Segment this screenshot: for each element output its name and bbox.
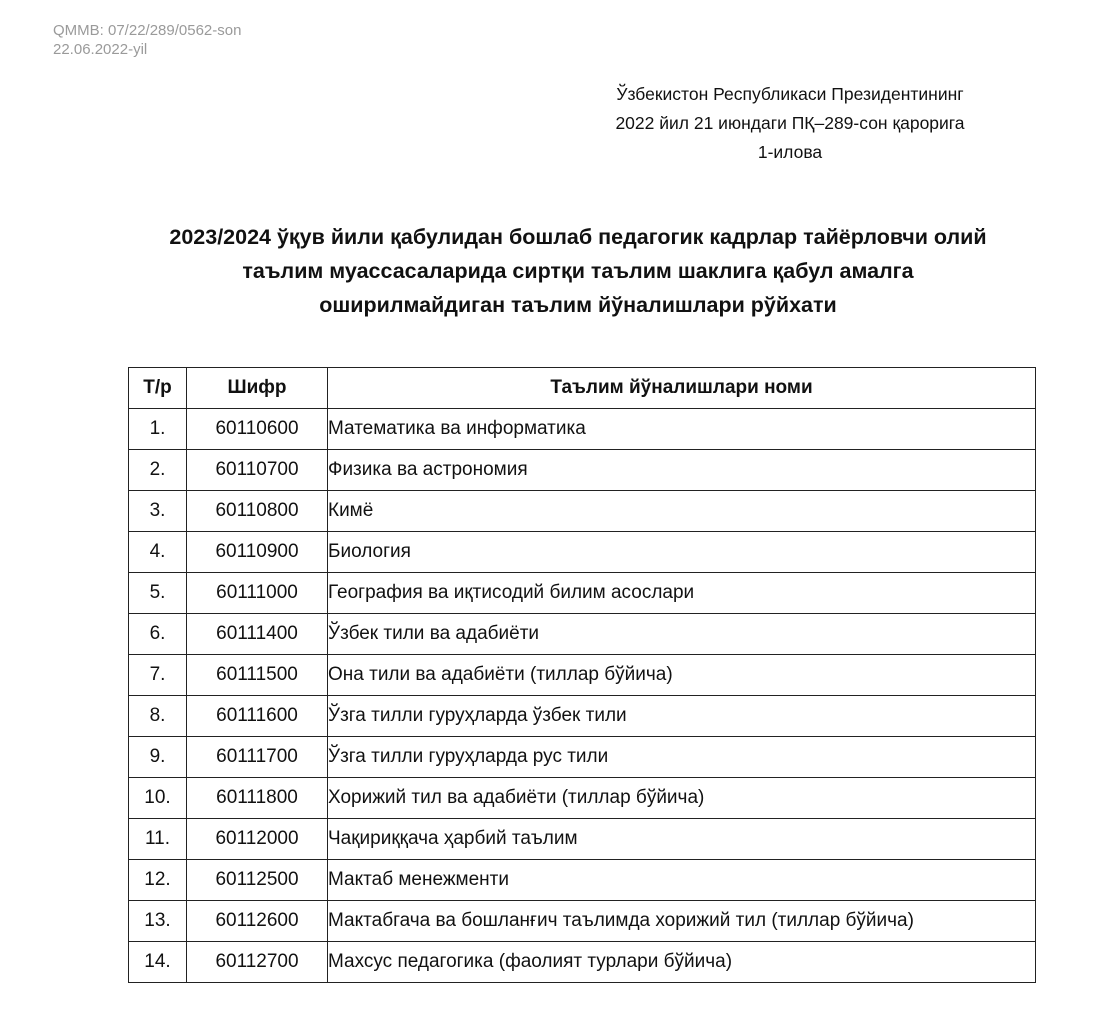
table-row (129, 778, 1036, 819)
table-row (129, 655, 1036, 696)
row-number: 5. (129, 573, 187, 614)
row-code: 60112700 (187, 942, 328, 983)
table-row (129, 737, 1036, 778)
row-number: 6. (129, 614, 187, 655)
row-number: 11. (129, 819, 187, 860)
row-name: Математика ва информатика (328, 409, 1036, 450)
row-number: 2. (129, 450, 187, 491)
row-name: Чақириққача ҳарбий таълим (328, 819, 1036, 860)
registration-date: 22.06.2022-yil (53, 41, 148, 58)
row-code: 60111400 (187, 614, 328, 655)
row-code: 60111500 (187, 655, 328, 696)
table-row (129, 491, 1036, 532)
row-name: Она тили ва адабиёти (тиллар бўйича) (328, 655, 1036, 696)
header-number: Т/р (129, 368, 187, 409)
row-code: 60110700 (187, 450, 328, 491)
annex-line-3: 1-илова (757, 142, 823, 162)
row-name: Кимё (328, 491, 1036, 532)
table-row (129, 450, 1036, 491)
registration-number: QMMB: 07/22/289/0562-son (53, 22, 242, 39)
registration-stamp (53, 21, 241, 59)
row-number: 3. (129, 491, 187, 532)
title-line-1: 2023/2024 ўқув йили қабулидан бошлаб педагогик кадрлар тайёрловчи олий (169, 225, 987, 249)
row-number: 1. (129, 409, 187, 450)
title-line-3: оширилмайдиган таълим йўналишлари рўйхати (319, 293, 837, 317)
row-code: 60112500 (187, 860, 328, 901)
table-row (129, 573, 1036, 614)
row-name: Ўзбек тили ва адабиёти (328, 614, 1036, 655)
row-name: Ўзга тилли гуруҳларда рус тили (328, 737, 1036, 778)
table-row (129, 942, 1036, 983)
table-row (129, 532, 1036, 573)
row-name: Мактабгача ва бошланғич таълимда хорижий тил (тиллар бўйича) (328, 901, 1036, 942)
table-header-row (129, 368, 1036, 409)
table-row (129, 614, 1036, 655)
row-code: 60112000 (187, 819, 328, 860)
table-row (129, 409, 1036, 450)
row-number: 10. (129, 778, 187, 819)
row-code: 60111700 (187, 737, 328, 778)
row-code: 60110600 (187, 409, 328, 450)
table-row (129, 860, 1036, 901)
row-name: География ва иқтисодий билим асослари (328, 573, 1036, 614)
row-number: 9. (129, 737, 187, 778)
annex-header (540, 80, 1040, 167)
row-name: Биология (328, 532, 1036, 573)
row-name: Мактаб менежменти (328, 860, 1036, 901)
table-row (129, 696, 1036, 737)
row-name: Махсус педагогика (фаолият турлари бўйича) (328, 942, 1036, 983)
row-name: Ўзга тилли гуруҳларда ўзбек тили (328, 696, 1036, 737)
row-name: Хорижий тил ва адабиёти (тиллар бўйича) (328, 778, 1036, 819)
row-code: 60111800 (187, 778, 328, 819)
annex-line-2: 2022 йил 21 июндаги ПҚ–289-сон қарорига (615, 113, 965, 133)
document-title (100, 220, 1056, 322)
row-number: 8. (129, 696, 187, 737)
programs-table (128, 367, 1036, 983)
row-number: 14. (129, 942, 187, 983)
row-code: 60112600 (187, 901, 328, 942)
header-code: Шифр (187, 368, 328, 409)
row-name: Физика ва астрономия (328, 450, 1036, 491)
row-code: 60110800 (187, 491, 328, 532)
header-name: Таълим йўналишлари номи (328, 368, 1036, 409)
row-code: 60111600 (187, 696, 328, 737)
row-number: 13. (129, 901, 187, 942)
table-row (129, 901, 1036, 942)
annex-line-1: Ўзбекистон Республикаси Президентининг (616, 84, 964, 104)
title-line-2: таълим муассасаларида сиртқи таълим шаклига қабул амалга (242, 259, 914, 283)
row-number: 4. (129, 532, 187, 573)
row-code: 60110900 (187, 532, 328, 573)
table-row (129, 819, 1036, 860)
row-number: 12. (129, 860, 187, 901)
row-number: 7. (129, 655, 187, 696)
row-code: 60111000 (187, 573, 328, 614)
